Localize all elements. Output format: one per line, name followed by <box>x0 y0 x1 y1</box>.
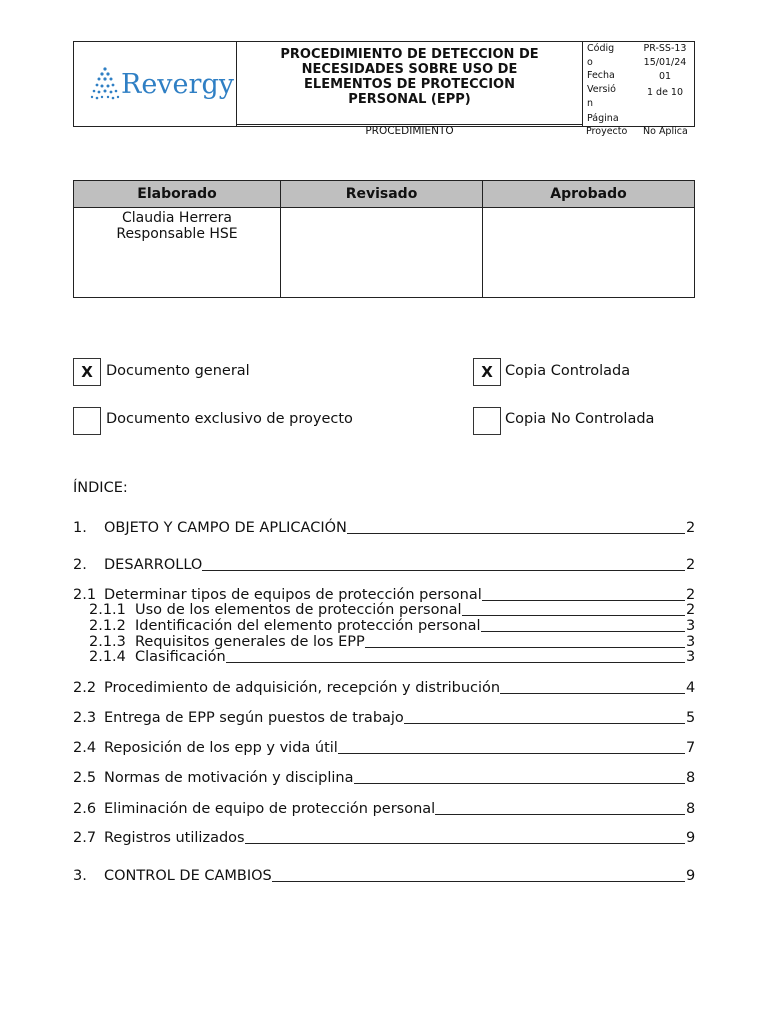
date-value: 15/01/24 <box>643 57 687 68</box>
elaborado-name: Claudia Herrera <box>122 210 232 226</box>
toc-text: DESARROLLO <box>104 557 203 573</box>
column-divider <box>482 180 483 298</box>
toc-entry[interactable] <box>73 740 695 757</box>
title-line: NECESIDADES SOBRE USO DE <box>301 62 518 77</box>
toc-leader <box>272 880 685 882</box>
code-value: PR-SS-13 <box>643 43 687 54</box>
meta-label: Versió <box>587 84 616 95</box>
toc-page: 3 <box>686 649 696 665</box>
toc-leader <box>482 599 685 601</box>
toc-text: Identificación del elemento protección personal <box>135 618 481 634</box>
toc-leader <box>365 646 685 648</box>
meta-label: Códig <box>587 43 615 54</box>
toc-leader <box>500 692 685 694</box>
toc-leader <box>462 614 685 616</box>
copia-controlada-checkbox[interactable]: X <box>473 358 501 386</box>
document-type: PROCEDIMIENTO <box>365 125 454 137</box>
toc-number: 2.1.3 <box>89 634 126 650</box>
toc-leader <box>245 842 685 844</box>
toc-number: 2.6 <box>73 801 97 817</box>
version-value: 01 <box>658 71 672 82</box>
toc-entry[interactable] <box>73 557 695 574</box>
toc-text: Clasificación <box>135 649 226 665</box>
document-title <box>237 41 582 125</box>
toc-leader <box>347 532 685 534</box>
toc-number: 1. <box>73 520 87 536</box>
toc-entry[interactable] <box>73 830 695 847</box>
documento-general-label: Documento general <box>106 363 250 379</box>
toc-leader <box>338 752 685 754</box>
copia-controlada-label: Copia Controlada <box>505 363 631 379</box>
toc-entry[interactable] <box>73 618 695 635</box>
toc-number: 2.2 <box>73 680 97 696</box>
copia-no-controlada-checkbox[interactable] <box>473 407 501 435</box>
toc-entry[interactable] <box>73 801 695 818</box>
project-value: No Aplica <box>643 126 688 137</box>
toc-page: 8 <box>686 801 696 817</box>
elaborado-role: Responsable HSE <box>116 226 238 242</box>
header-aprobado: Aprobado <box>483 181 694 208</box>
toc-page: 2 <box>686 557 696 573</box>
company-name: Revergy <box>121 69 234 100</box>
toc-text: Determinar tipos de equipos de protección personal <box>104 587 482 603</box>
toc-page: 5 <box>686 710 696 726</box>
toc-number: 2.1.4 <box>89 649 126 665</box>
documento-exclusivo-label: Documento exclusivo de proyecto <box>106 411 353 427</box>
toc-entry[interactable] <box>73 680 695 697</box>
meta-label: Página <box>587 113 619 124</box>
toc-page: 9 <box>686 868 696 884</box>
documento-exclusivo-checkbox[interactable] <box>73 407 101 435</box>
toc-text: Requisitos generales de los EPP <box>135 634 365 650</box>
toc-page: 9 <box>686 830 696 846</box>
meta-label: Fecha <box>587 70 615 81</box>
toc-page: 3 <box>686 618 696 634</box>
toc-entry[interactable] <box>73 602 695 619</box>
meta-label: n <box>587 98 594 109</box>
title-line: ELEMENTOS DE PROTECCION <box>304 77 515 92</box>
elaborado-cell <box>74 210 280 242</box>
project-label: Proyecto <box>586 126 628 137</box>
toc-page: 4 <box>686 680 696 696</box>
toc-page: 8 <box>686 770 696 786</box>
header-revisado: Revisado <box>281 181 482 208</box>
toc-leader <box>435 813 685 815</box>
toc-text: Uso de los elementos de protección personal <box>135 602 462 618</box>
toc-number: 2.7 <box>73 830 97 846</box>
toc-number: 2.3 <box>73 710 97 726</box>
logo-cell <box>73 41 237 127</box>
toc-number: 2.1.1 <box>89 602 126 618</box>
toc-page: 2 <box>686 602 696 618</box>
toc-text: Normas de motivación y disciplina <box>104 770 354 786</box>
page-value: 1 de 10 <box>646 87 684 98</box>
toc-leader <box>226 661 685 663</box>
title-line: PROCEDIMIENTO DE DETECCION DE <box>280 47 539 62</box>
toc-page: 3 <box>686 634 696 650</box>
toc-number: 2.5 <box>73 770 97 786</box>
toc-number: 2. <box>73 557 87 573</box>
toc-entry[interactable] <box>73 770 695 787</box>
toc-page: 2 <box>686 587 696 603</box>
toc-leader <box>354 782 686 784</box>
toc-entry[interactable] <box>73 710 695 727</box>
toc-number: 3. <box>73 868 87 884</box>
toc-entry[interactable] <box>73 649 695 666</box>
toc-text: Entrega de EPP según puestos de trabajo <box>104 710 404 726</box>
documento-general-checkbox[interactable]: X <box>73 358 101 386</box>
copia-no-controlada-label: Copia No Controlada <box>505 411 655 427</box>
toc-text: OBJETO Y CAMPO DE APLICACIÓN <box>104 520 347 536</box>
toc-leader <box>202 569 685 571</box>
toc-text: Registros utilizados <box>104 830 245 846</box>
toc-page: 2 <box>686 520 696 536</box>
column-divider <box>280 180 281 298</box>
toc-text: Procedimiento de adquisición, recepción y distribución <box>104 680 501 696</box>
toc-entry[interactable] <box>73 868 695 885</box>
toc-page: 7 <box>686 740 696 756</box>
toc-number: 2.1 <box>73 587 97 603</box>
toc-number: 2.4 <box>73 740 97 756</box>
toc-text: Eliminación de equipo de protección personal <box>104 801 436 817</box>
toc-leader <box>481 630 685 632</box>
meta-label: o <box>587 57 593 68</box>
toc-entry[interactable] <box>73 520 695 537</box>
toc-leader <box>404 722 685 724</box>
index-title: ÍNDICE: <box>73 480 128 496</box>
toc-text: Reposición de los epp y vida útil <box>104 740 338 756</box>
toc-text: CONTROL DE CAMBIOS <box>104 868 272 884</box>
title-line: PERSONAL (EPP) <box>348 92 471 107</box>
toc-number: 2.1.2 <box>89 618 126 634</box>
header-elaborado: Elaborado <box>74 181 280 208</box>
